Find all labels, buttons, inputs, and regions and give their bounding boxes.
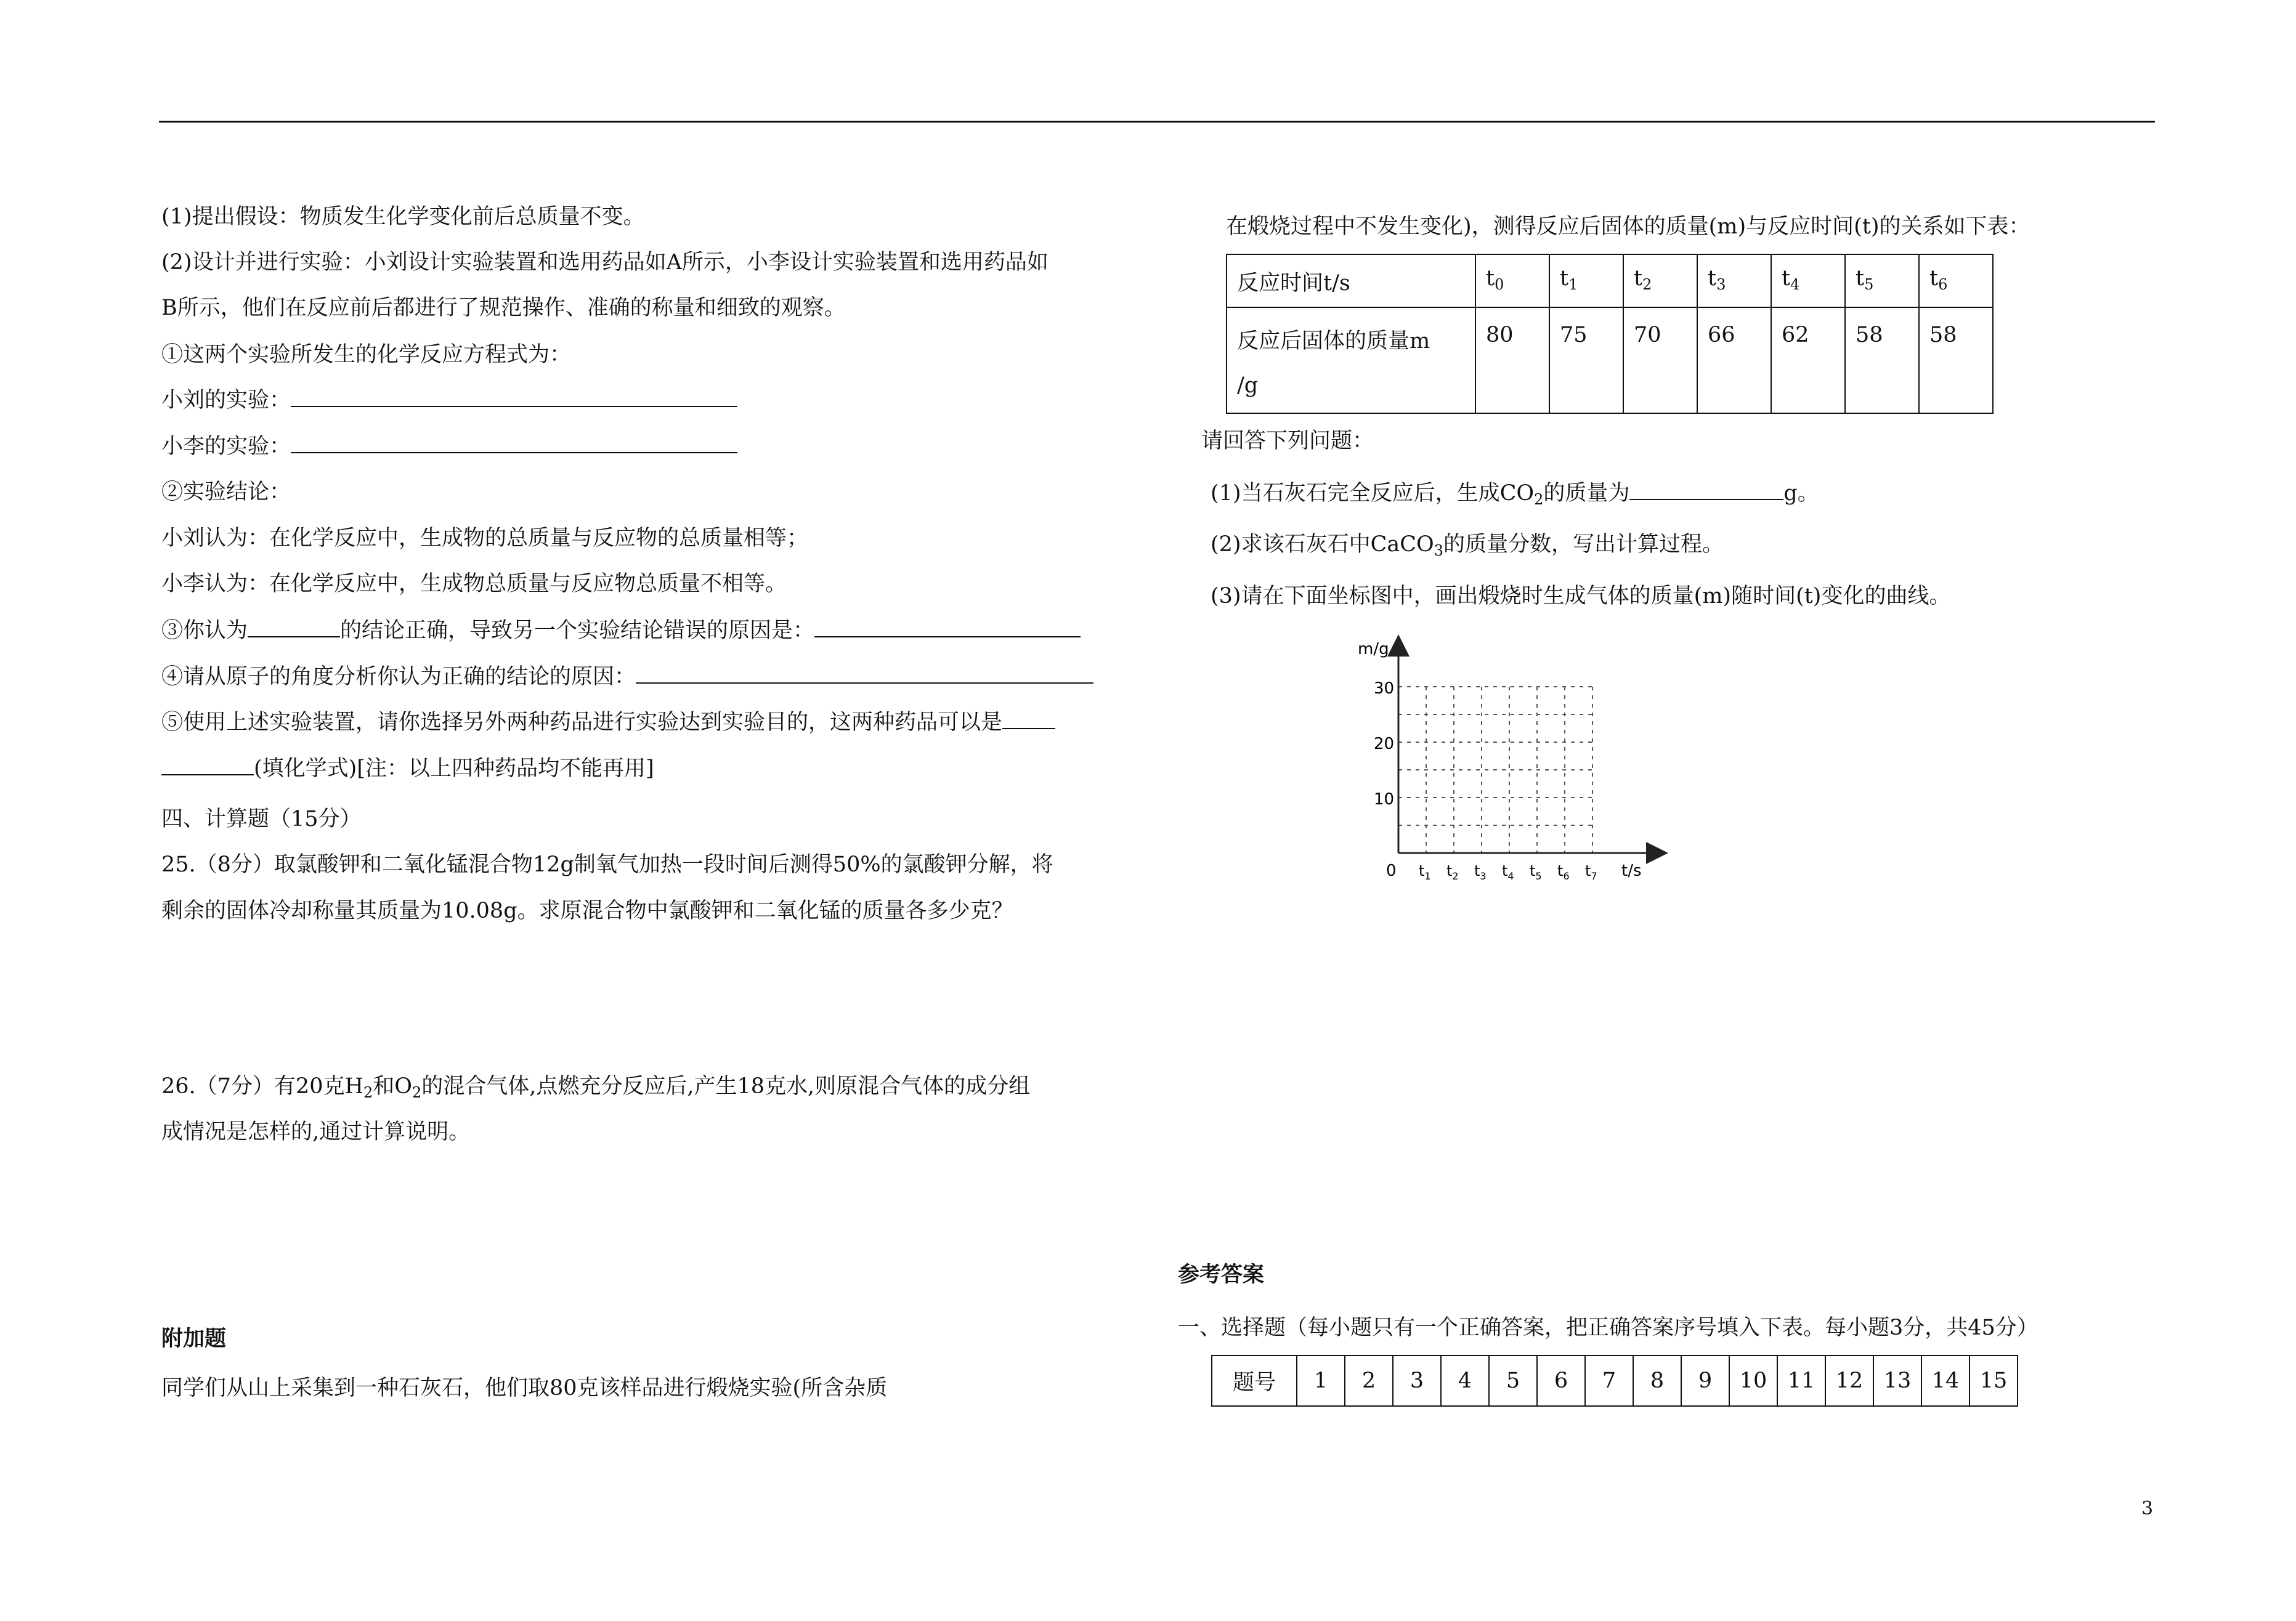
atomic-reason-blank[interactable] xyxy=(636,661,1093,684)
reagent-blank-1[interactable] xyxy=(1002,707,1055,729)
mass-label-cell: 反应后固体的质量m /g xyxy=(1227,307,1475,413)
x-tick-labels xyxy=(1419,862,1597,882)
reagent-choice-text: ⑤使用上述实验装置，请你选择另外两种药品进行实验达到实验目的，这两种药品可以是 xyxy=(161,710,1003,735)
time-cell: $t_0$ xyxy=(1475,254,1549,307)
liu-equation-blank[interactable] xyxy=(291,385,737,407)
extra-question-text: 同学们从山上采集到一种石灰石，他们取80克该样品进行煅烧实验(所含杂质 xyxy=(161,1376,888,1401)
question-2: (2)求该石灰石中CaCO$_3$的质量分数，写出计算过程。 xyxy=(1211,532,1724,559)
li-experiment-label: 小李的实验： xyxy=(161,434,291,459)
question-1: (1)当石灰石完全反应后，生成$CO_2$的质量为 g。 xyxy=(1211,478,1819,508)
correct-person-blank[interactable] xyxy=(248,615,340,637)
answer-number-cell: 7 xyxy=(1585,1356,1633,1406)
mass-cell: 58 xyxy=(1919,307,1993,413)
q26-text-2: 和O xyxy=(373,1074,412,1099)
extra-question-title: 附加题 xyxy=(161,1326,227,1351)
y-tick-20: 20 xyxy=(1374,735,1395,753)
atomic-reason-text: ④请从原子的角度分析你认为正确的结论的原因： xyxy=(161,665,636,689)
mass-cell: 75 xyxy=(1549,307,1623,413)
answer-table-row xyxy=(1212,1356,2018,1406)
question-3: (3)请在下面坐标图中，画出煅烧时生成气体的质量(m)随时间(t)变化的曲线。 xyxy=(1211,584,1951,608)
answer-table-label: 题号 xyxy=(1212,1356,1297,1406)
li-equation-blank[interactable] xyxy=(291,431,737,453)
graph-grid xyxy=(1398,687,1592,853)
answer-table xyxy=(1211,1355,2018,1407)
mass-cell: 66 xyxy=(1697,307,1771,413)
liu-experiment-line xyxy=(161,385,737,415)
time-label-cell: 反应时间t/s xyxy=(1227,254,1475,307)
answer-number-cell: 10 xyxy=(1729,1356,1777,1406)
liu-conclusion: 小刘认为：在化学反应中，生成物的总质量与反应物的总质量相等； xyxy=(161,526,809,551)
li-experiment-line xyxy=(161,431,737,461)
answer-number-cell: 15 xyxy=(1969,1356,2018,1406)
hypothesis-line: (1)提出假设：物质发生化学变化前后总质量不变。 xyxy=(161,204,645,229)
mass-cell: 70 xyxy=(1623,307,1697,413)
q26-sub-2: 2 xyxy=(412,1084,422,1101)
section-4-title: 四、计算题（15分） xyxy=(161,807,362,831)
answer-number-cell: 4 xyxy=(1441,1356,1489,1406)
origin-label: 0 xyxy=(1386,862,1397,880)
atomic-reason-line xyxy=(161,661,1093,692)
answer-number-cell: 11 xyxy=(1777,1356,1825,1406)
q26-line-2: 成情况是怎样的,通过计算说明。 xyxy=(161,1120,471,1144)
time-cell: $t_2$ xyxy=(1623,254,1697,307)
answer-number-cell: 14 xyxy=(1921,1356,1969,1406)
q26-text-1: 26.（7分）有20克H xyxy=(161,1074,363,1099)
x-tick-label: $t_3$ xyxy=(1474,862,1487,882)
x-tick-label: $t_6$ xyxy=(1557,862,1570,882)
time-cell: $t_3$ xyxy=(1697,254,1771,307)
answer-number-cell: 6 xyxy=(1537,1356,1585,1406)
equation-prompt: ①这两个实验所发生的化学反应方程式为： xyxy=(161,342,572,367)
time-cell: $t_4$ xyxy=(1771,254,1845,307)
time-cell: $t_6$ xyxy=(1919,254,1993,307)
design-line-2: B所示，他们在反应前后都进行了规范操作、准确的称量和细致的观察。 xyxy=(161,296,846,320)
x-tick-label: $t_5$ xyxy=(1530,862,1542,882)
time-cell: $t_5$ xyxy=(1845,254,1919,307)
q25-line-2: 剩余的固体冷却称量其质量为10.08g。求原混合物中氯酸钾和二氧化锰的质量各多少克？ xyxy=(161,899,1013,923)
reagent-note-text: (填化学式)[注：以上四种药品均不能再用] xyxy=(254,756,654,781)
answers-section-1: 一、选择题（每小题只有一个正确答案，把正确答案序号填入下表。每小题3分，共45分） xyxy=(1178,1316,2038,1340)
answer-number-cell: 1 xyxy=(1297,1356,1345,1406)
co2-mass-blank[interactable] xyxy=(1629,478,1783,500)
mass-cell: 80 xyxy=(1475,307,1549,413)
liu-experiment-label: 小刘的实验： xyxy=(161,388,291,413)
answer-number-cell: 12 xyxy=(1825,1356,1873,1406)
y-tick-10: 10 xyxy=(1374,790,1395,809)
q25-line-1: 25.（8分）取氯酸钾和二氧化锰混合物12g制氧气加热一段时间后测得50%的氯酸钾分解，将 xyxy=(161,852,1053,877)
error-reason-blank[interactable] xyxy=(814,615,1081,637)
answer-number-cell: 3 xyxy=(1393,1356,1441,1406)
table-row-time xyxy=(1227,254,1993,307)
reagent-choice-line xyxy=(161,707,1055,737)
mass-cell: 62 xyxy=(1771,307,1845,413)
x-axis-label: t/s xyxy=(1621,862,1642,880)
time-cell: $t_1$ xyxy=(1549,254,1623,307)
answer-prompt: 请回答下列问题： xyxy=(1201,429,1374,453)
y-axis-label: m/g xyxy=(1358,640,1389,658)
reagent-blank-2[interactable] xyxy=(161,753,254,775)
which-correct-line xyxy=(161,615,1081,645)
header-rule xyxy=(159,121,2155,123)
answer-number-cell: 13 xyxy=(1873,1356,1921,1406)
which-correct-text-b: 的结论正确，导致另一个实验结论错误的原因是： xyxy=(340,618,815,643)
y-tick-30: 30 xyxy=(1374,679,1395,698)
calcination-intro: 在煅烧过程中不发生变化)，测得反应后固体的质量(m)与反应时间(t)的关系如下表： xyxy=(1226,214,2030,239)
x-tick-label: $t_7$ xyxy=(1585,862,1597,882)
mass-cell: 58 xyxy=(1845,307,1919,413)
q26-sub-1: 2 xyxy=(363,1084,373,1101)
answer-number-cell: 9 xyxy=(1681,1356,1729,1406)
which-correct-text-a: ③你认为 xyxy=(161,618,248,643)
page-number: 3 xyxy=(2141,1498,2154,1519)
mass-time-table xyxy=(1226,254,1994,414)
li-conclusion: 小李认为：在化学反应中，生成物总质量与反应物总质量不相等。 xyxy=(161,572,787,596)
answer-number-cell: 5 xyxy=(1489,1356,1537,1406)
x-tick-label: $t_1$ xyxy=(1419,862,1431,882)
q26-text-3: 的混合气体,点燃充分反应后,产生18克水,则原混合气体的成分组 xyxy=(421,1074,1031,1099)
answer-number-cell: 8 xyxy=(1633,1356,1681,1406)
q26-line-1 xyxy=(161,1072,1030,1101)
x-tick-label: $t_4$ xyxy=(1502,862,1514,882)
answer-number-cell: 2 xyxy=(1345,1356,1393,1406)
x-tick-label: $t_2$ xyxy=(1446,862,1459,882)
coordinate-graph[interactable] xyxy=(1349,628,1669,887)
table-row-mass xyxy=(1227,307,1993,413)
design-line-1: (2)设计并进行实验：小刘设计实验装置和选用药品如A所示，小李设计实验装置和选用药品如 xyxy=(161,250,1049,275)
reagent-note-line xyxy=(161,753,654,783)
conclusion-heading: ②实验结论： xyxy=(161,480,291,504)
answers-title: 参考答案 xyxy=(1178,1262,1265,1287)
